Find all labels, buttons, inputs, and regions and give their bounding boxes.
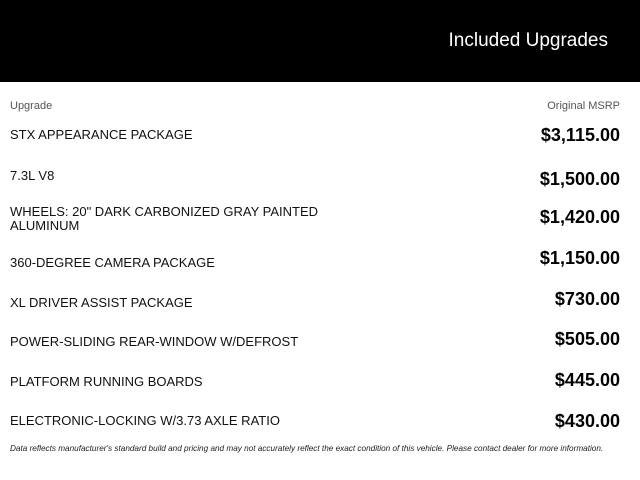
upgrade-row <box>0 285 640 326</box>
upgrade-price: $505.00 <box>554 329 620 350</box>
upgrade-price: $1,500.00 <box>539 168 620 189</box>
upgrade-name: 7.3L V8 <box>10 167 55 183</box>
upgrade-name: 360-DEGREE CAMERA PACKAGE <box>10 255 215 271</box>
upgrade-row <box>0 163 640 204</box>
upgrade-row <box>0 366 640 407</box>
upgrade-price: $430.00 <box>554 410 620 431</box>
upgrade-name: XL DRIVER ASSIST PACKAGE <box>10 294 193 310</box>
upgrade-name: PLATFORM RUNNING BOARDS <box>10 374 203 390</box>
column-header-msrp: Original MSRP <box>547 100 620 112</box>
upgrade-name: POWER-SLIDING REAR-WINDOW W/DEFROST <box>10 334 299 350</box>
upgrade-price: $1,150.00 <box>539 248 620 269</box>
upgrade-name: WHEELS: 20" DARK CARBONIZED GRAY PAINTED ALUMINUM <box>10 204 319 234</box>
column-header-upgrade: Upgrade <box>10 100 53 112</box>
disclaimer-text: Data reflects manufacturer's standard build and pricing and may not accurately reflect the exact condition of this vehicle. Please contact dealer for more information. <box>10 444 604 453</box>
header-title: Included Upgrades <box>448 30 608 51</box>
upgrade-row <box>0 122 640 163</box>
upgrades-list <box>0 122 640 448</box>
upgrade-price: $1,420.00 <box>539 207 620 228</box>
upgrade-row <box>0 244 640 285</box>
upgrade-name: STX APPEARANCE PACKAGE <box>10 127 193 142</box>
upgrade-price: $730.00 <box>554 288 620 309</box>
upgrade-row <box>0 325 640 366</box>
upgrade-row <box>0 407 640 448</box>
upgrade-row <box>0 203 640 244</box>
upgrades-header <box>0 0 640 82</box>
upgrade-price: $445.00 <box>554 370 620 391</box>
upgrade-price: $3,115.00 <box>540 125 620 145</box>
upgrade-name: ELECTRONIC-LOCKING W/3.73 AXLE RATIO <box>10 412 280 428</box>
